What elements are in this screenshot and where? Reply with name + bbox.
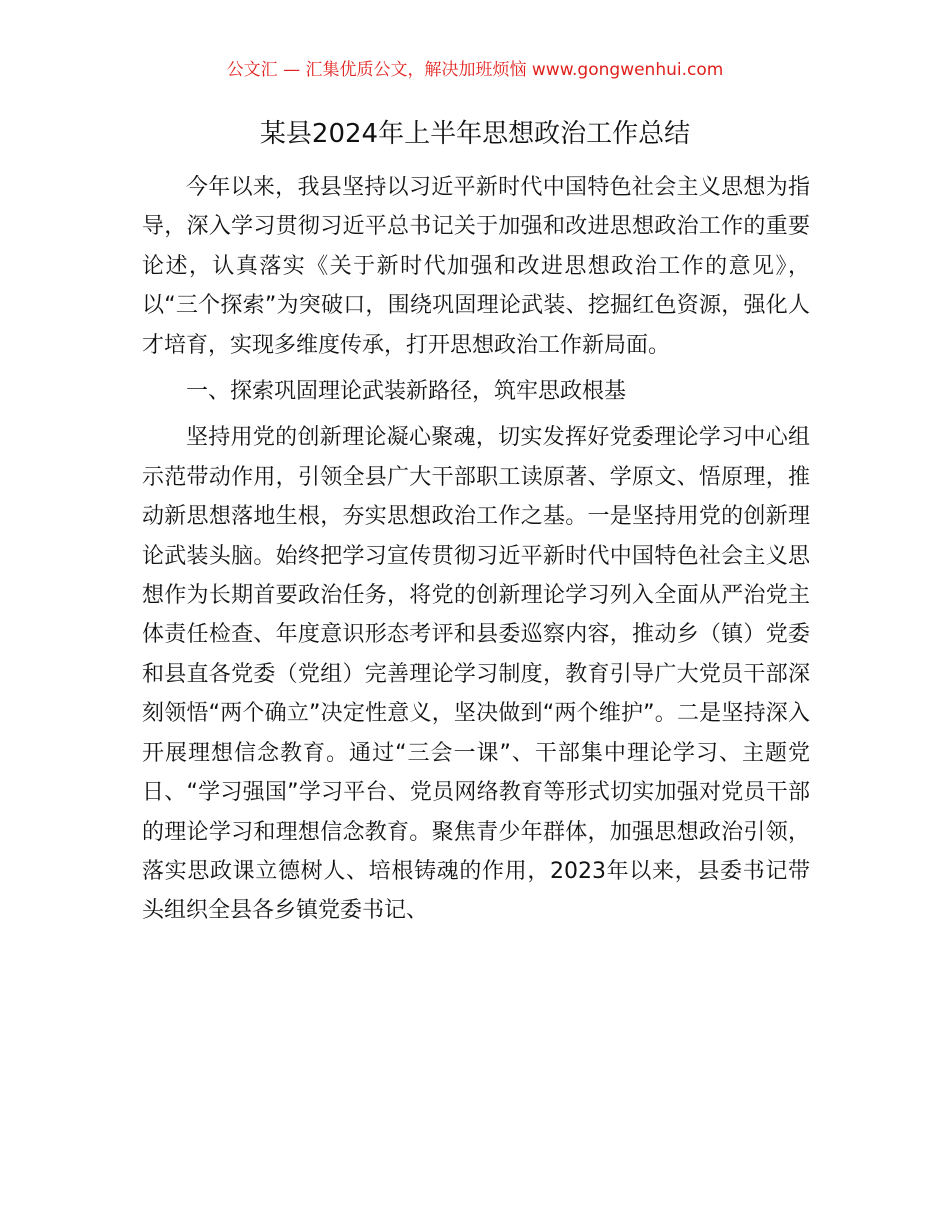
document-body xyxy=(142,168,810,931)
section-heading-1: 一、探索巩固理论武装新路径，筑牢思政根基 xyxy=(186,379,627,405)
header-website-link[interactable]: 公文汇 — 汇集优质公文，解决加班烦恼 www.gongwenhui.com xyxy=(226,60,724,80)
section-1-paragraph: 坚持用党的创新理论凝心聚魂，切实发挥好党委理论学习中心组示范带动作用，引领全县广大干部职工读原著、学原文、悟原理，推动新思想落地生根，夯实思想政治工作之基。一是坚持用党的创新理论武装头脑。始终把学习宣传贯彻习近平新时代中国特色社会主义思想作为长期首要政治任务，将党的创新理论学习列入全面从严治党主体责任检查、年度意识形态考评和县委巡察内容，推动乡（镇）党委和县直各党委（党组）完善理论学习制度，教育引导广大党员干部深刻领悟“两个确立”决定性意义，坚决做到“两个维护”。二是坚持深入开展理想信念教育。通过“三会一课”、干部集中理论学习、主题党日、“学习强国”学习平台、党员网络教育等形式切实加强对党员干部的理论学习和理想信念教育。聚焦青少年群体，加强思想政治引领，落实思政课立德树人、培根铸魂的作用，2023年以来，县委书记带头组织全县各乡镇党委书记、 xyxy=(142,425,810,924)
document-title: 某县2024年上半年思想政治工作总结 xyxy=(259,119,691,149)
intro-paragraph: 今年以来，我县坚持以习近平新时代中国特色社会主义思想为指导，深入学习贯彻习近平总书记关于加强和改进思想政治工作的重要论述，认真落实《关于新时代加强和改进思想政治工作的意见》，以“三个探索”为突破口，围绕巩固理论武装、挖掘红色资源，强化人才培育，实现多维度传承，打开思想政治工作新局面。 xyxy=(142,175,810,358)
